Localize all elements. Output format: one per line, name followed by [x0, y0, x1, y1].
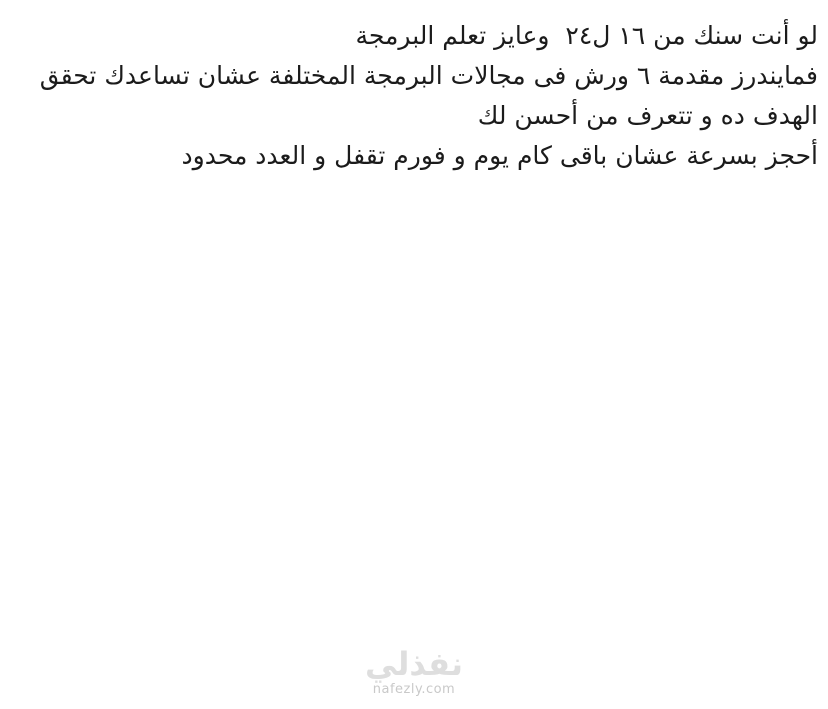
announcement-text-block [6, 16, 818, 176]
nafezly-logo: نفذلي [365, 645, 463, 683]
watermark [0, 646, 828, 697]
announcement-line-2: فمايندرز مقدمة ٦ ورش فى مجالات البرمجة المختلفة عشان تساعدك تحقق [39, 61, 818, 90]
announcement-line-1: لو أنت سنك من ١٦ ل٢٤ وعايز تعلم البرمجة [355, 21, 818, 50]
announcement-line-4: أحجز بسرعة عشان باقى كام يوم و فورم تقفل و العدد محدود [181, 141, 818, 170]
watermark-url: nafezly.com [372, 682, 456, 697]
announcement-line-3: الهدف ده و تتعرف من أحسن لك [477, 101, 818, 130]
